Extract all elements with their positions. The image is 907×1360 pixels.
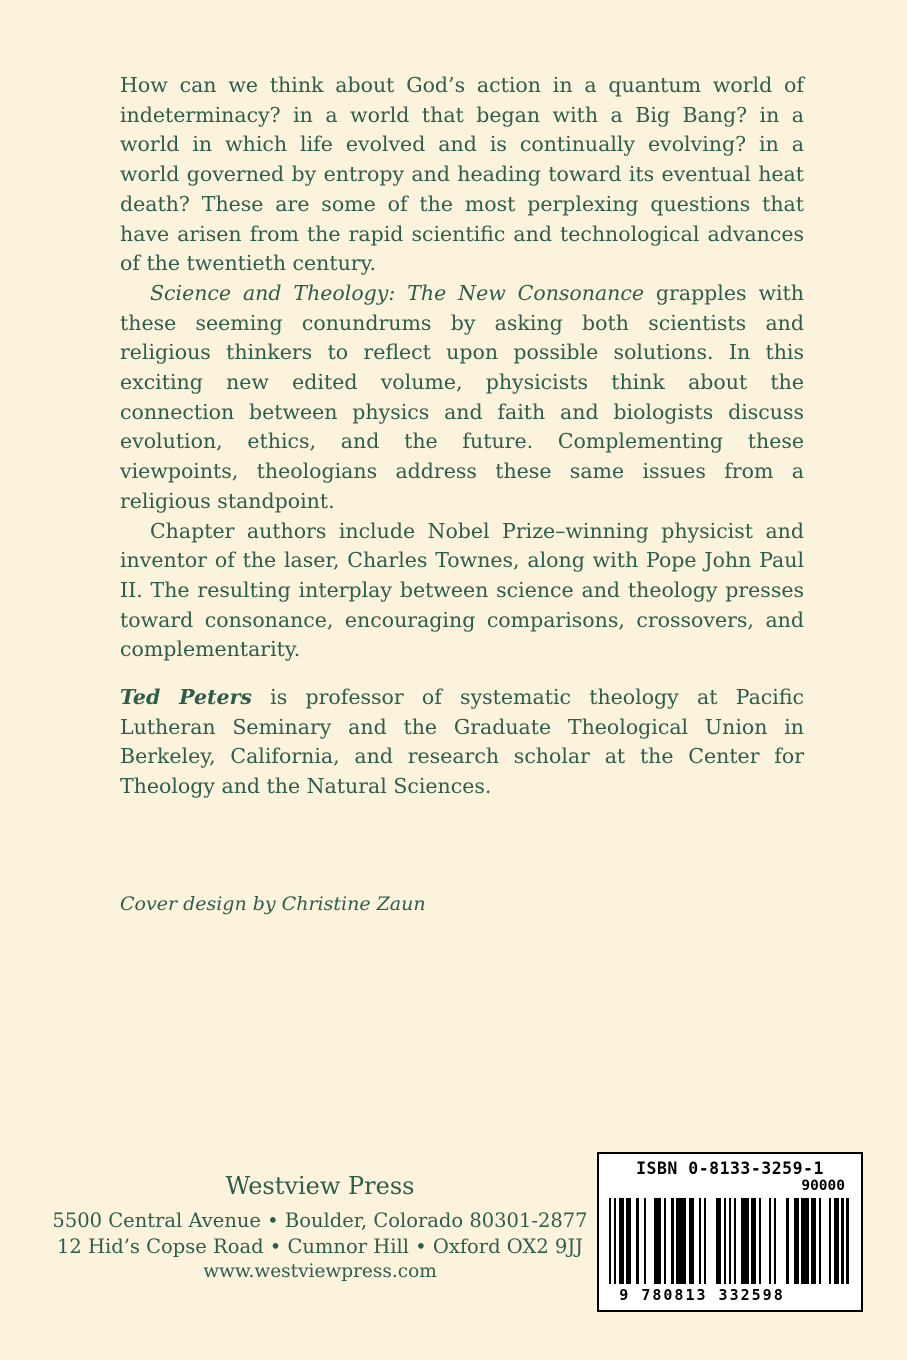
publisher-address-line-1: 5500 Central Avenue • Boulder, Colorado 80301-2877: [52, 1209, 588, 1232]
book-title: Science and Theology: The New Consonance: [150, 280, 644, 305]
publisher-block: [0, 1172, 640, 1285]
synopsis-paragraph-2: [120, 279, 804, 517]
author-name: Ted Peters: [120, 685, 252, 709]
synopsis-text-block: [120, 71, 804, 665]
publisher-name: Westview Press: [225, 1172, 415, 1200]
isbn-barcode-box: [597, 1152, 863, 1312]
isbn-label: ISBN 0-8133-3259-1: [636, 1159, 824, 1178]
barcode-price-code: 90000: [801, 1178, 845, 1194]
author-bio-text: is professor of systematic theology at Pacific Lutheran Seminary and the Graduate Theological Union in Berkeley, California, and research scholar at the Center for Theology and the Natural Sciences.: [120, 685, 804, 799]
synopsis-paragraph-2-text: grapples with these seeming conundrums by asking both scientists and religious thinkers to reflect upon possible solutions. In this exciting new edited volume, physicists think about the connection between physics and faith and biologists discuss evolution, ethics, and the future. Complementing these viewpoints, theologians address these same issues from a religious standpoint.: [120, 280, 804, 513]
cover-design-credit: Cover design by Christine Zaun: [120, 893, 426, 915]
barcode-bars: [611, 1198, 849, 1284]
publisher-address-line-2: 12 Hid’s Copse Road • Cumnor Hill • Oxford OX2 9JJ: [57, 1234, 583, 1258]
publisher-website: www.westviewpress.com: [203, 1261, 437, 1282]
synopsis-paragraph-3: Chapter authors include Nobel Prize–winning physicist and inventor of the laser, Charles Townes, along with Pope John Paul II. The resulting interplay between science and theology presses toward consonance, encouraging comparisons, crossovers, and complementarity.: [120, 518, 804, 662]
author-bio-paragraph: [120, 683, 804, 802]
synopsis-paragraph-1: How can we think about God’s action in a quantum world of indeterminacy? in a world that began with a Big Bang? in a world in which life evolved and is continually evolving? in a world governed by entropy and heading toward its eventual heat death? These are some of the most perplexing questions that have arisen from the rapid scientific and technological advances of the twentieth century.: [120, 73, 804, 276]
barcode-ean-digits: 9 780813 332598: [609, 1284, 795, 1304]
author-bio-block: [120, 683, 804, 802]
